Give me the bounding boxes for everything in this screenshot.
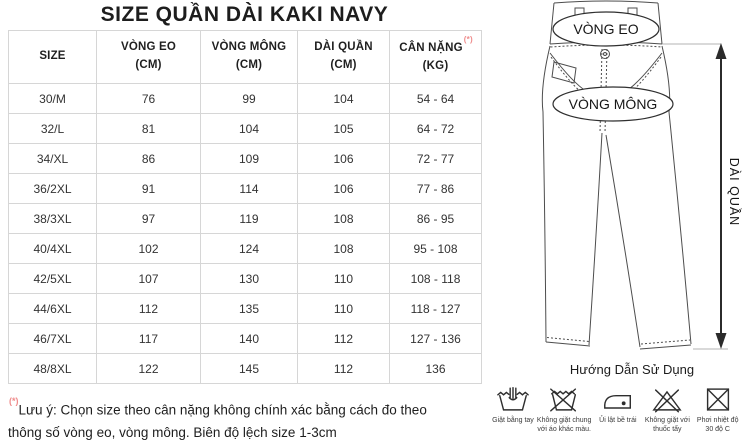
care-label: Giặt bằng tay [492, 417, 534, 424]
right-hem-stitch [641, 340, 690, 344]
cell-size: 48/8XL [9, 354, 97, 384]
col-header-vong-eo [97, 31, 201, 84]
cell-vong-mong: 104 [201, 114, 298, 144]
cell-size: 38/3XL [9, 204, 97, 234]
table-row [9, 354, 482, 384]
cell-vong-eo: 107 [97, 264, 201, 294]
cell-size: 42/5XL [9, 264, 97, 294]
hand-wash-icon [496, 386, 530, 413]
table-row [9, 234, 482, 264]
cell-vong-eo: 97 [97, 204, 201, 234]
cell-dai-quan: 112 [298, 354, 390, 384]
table-row [9, 264, 482, 294]
col-header-vong-mong [201, 31, 298, 84]
cell-vong-eo: 91 [97, 174, 201, 204]
cell-size: 46/7XL [9, 324, 97, 354]
footnote [8, 396, 446, 444]
arrow-down-icon [716, 333, 727, 349]
cell-size: 36/2XL [9, 174, 97, 204]
right-inner-seam [606, 135, 640, 347]
left-hem-stitch [547, 338, 589, 342]
cell-vong-eo: 102 [97, 234, 201, 264]
col-header-dai-quan [298, 31, 390, 84]
waistband-top [554, 1, 658, 3]
header-unit: (CM) [235, 59, 263, 71]
cell-vong-eo: 76 [97, 84, 201, 114]
care-item-iron [594, 386, 641, 425]
cell-dai-quan: 108 [298, 204, 390, 234]
cell-can-nang: 54 - 64 [390, 84, 482, 114]
header-unit: (KG) [422, 59, 449, 72]
cell-dai-quan: 104 [298, 84, 390, 114]
page-title: SIZE QUẦN DÀI KAKI NAVY [100, 3, 389, 26]
right-pocket [626, 53, 662, 91]
cell-dai-quan: 110 [298, 294, 390, 324]
table-row [9, 114, 482, 144]
cell-can-nang: 136 [390, 354, 482, 384]
pants-line-drawing [488, 0, 748, 360]
care-label: Phơi nhiệt độ 30 độ C [696, 417, 739, 434]
length-measure [662, 43, 742, 349]
care-item-hand-wash [492, 386, 534, 425]
cell-can-nang: 86 - 95 [390, 204, 482, 234]
cell-vong-mong: 130 [201, 264, 298, 294]
table-row [9, 294, 482, 324]
col-header-size [9, 31, 97, 84]
waist-label: VÒNG EO [573, 21, 639, 37]
cell-size: 34/XL [9, 144, 97, 174]
arrow-up-icon [716, 43, 727, 59]
cell-dai-quan: 105 [298, 114, 390, 144]
size-table-body [9, 84, 482, 384]
length-label: DÀI QUẦN [727, 157, 741, 227]
right-hem [640, 345, 691, 349]
asterisk-marker: (*) [463, 35, 473, 45]
care-label: Không giặt với thuốc tẩy [644, 417, 690, 434]
button-center [604, 53, 607, 56]
cell-vong-mong: 124 [201, 234, 298, 264]
header-label: SIZE [39, 50, 66, 63]
footnote-text: Lưu ý: Chọn size theo cân nặng không chính xác bằng cách đo theo thông số vòng eo, vòng mông. Biên độ lệch size 1-3cm [8, 402, 427, 440]
pants-diagram-panel [488, 0, 748, 448]
table-row [9, 324, 482, 354]
header-label [390, 35, 481, 58]
cell-can-nang: 64 - 72 [390, 114, 482, 144]
cell-can-nang: 118 - 127 [390, 294, 482, 324]
left-outer-seam [542, 46, 550, 342]
usage-caption: Hướng Dẫn Sử Dụng [569, 362, 695, 377]
cell-vong-mong: 140 [201, 324, 298, 354]
care-label: Ủi lật bề trái [599, 417, 637, 424]
cell-vong-mong: 119 [201, 204, 298, 234]
waist-left-edge [550, 3, 554, 44]
cell-vong-mong: 135 [201, 294, 298, 324]
no-mixed-wash-icon [547, 386, 581, 413]
cell-vong-eo: 81 [97, 114, 201, 144]
asterisk-marker: (*) [9, 396, 19, 406]
cell-dai-quan: 112 [298, 324, 390, 354]
size-table [8, 30, 482, 384]
cell-dai-quan: 106 [298, 174, 390, 204]
size-chart-panel [8, 0, 481, 444]
care-label: Không giặt chung với áo khác màu. [536, 417, 592, 434]
care-icons-row [492, 386, 742, 435]
cell-vong-eo: 86 [97, 144, 201, 174]
care-item-no-mixed-wash [534, 386, 594, 435]
size-table-header [9, 31, 482, 84]
care-item-no-bleach [641, 386, 693, 435]
cell-can-nang: 108 - 118 [390, 264, 482, 294]
cell-size: 44/6XL [9, 294, 97, 324]
cell-size: 30/M [9, 84, 97, 114]
table-row [9, 174, 482, 204]
cell-vong-eo: 122 [97, 354, 201, 384]
header-unit: (CM) [135, 59, 162, 71]
hip-label: VÒNG MÔNG [568, 96, 658, 112]
cell-can-nang: 95 - 108 [390, 234, 482, 264]
cell-dai-quan: 106 [298, 144, 390, 174]
cell-can-nang: 72 - 77 [390, 144, 482, 174]
care-item-line-dry [693, 386, 742, 435]
cell-can-nang: 127 - 136 [390, 324, 482, 354]
waist-right-edge [658, 3, 662, 44]
cell-vong-mong: 114 [201, 174, 298, 204]
cell-vong-eo: 112 [97, 294, 201, 324]
line-dry-icon [701, 386, 735, 413]
cell-vong-mong: 109 [201, 144, 298, 174]
right-outer-seam [662, 46, 691, 344]
iron-inside-out-icon [601, 386, 635, 413]
cell-vong-mong: 145 [201, 354, 298, 384]
header-label: VÒNG MÔNG [211, 41, 287, 54]
left-pocket [550, 53, 586, 91]
cell-dai-quan: 108 [298, 234, 390, 264]
left-inner-seam [589, 133, 602, 345]
header-label: DÀI QUẦN [314, 41, 373, 54]
header-label: VÒNG EO [120, 41, 177, 54]
cell-vong-mong: 99 [201, 84, 298, 114]
cell-can-nang: 77 - 86 [390, 174, 482, 204]
cell-vong-eo: 117 [97, 324, 201, 354]
table-row [9, 84, 482, 114]
cell-size: 32/L [9, 114, 97, 144]
cell-size: 40/4XL [9, 234, 97, 264]
cell-dai-quan: 110 [298, 264, 390, 294]
left-hem [546, 342, 590, 346]
header-unit: (CM) [330, 59, 357, 71]
table-row [9, 144, 482, 174]
no-bleach-icon [650, 386, 684, 413]
col-header-can-nang [390, 31, 482, 84]
header-text: CÂN NẶNG [399, 42, 463, 55]
table-row [9, 204, 482, 234]
